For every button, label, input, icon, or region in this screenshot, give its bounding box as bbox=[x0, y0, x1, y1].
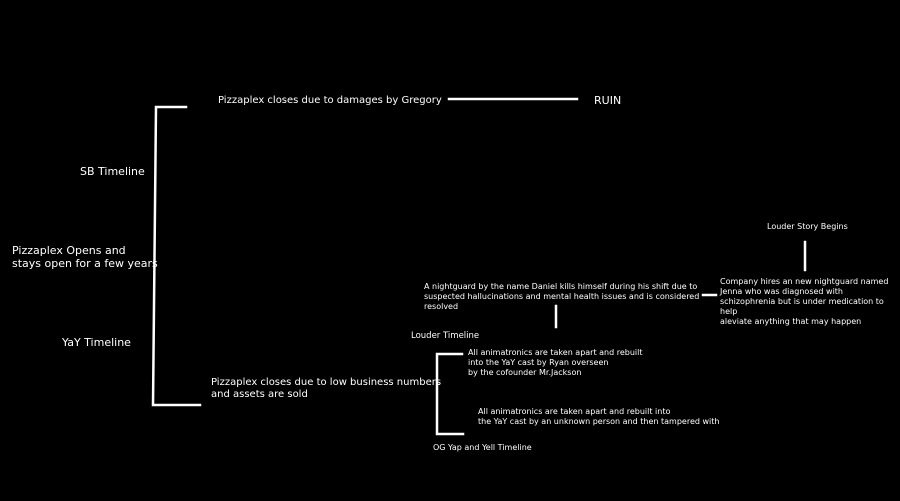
unknown-rebuild-node: All animatronics are taken apart and rebuilt into the YaY cast by an unknown person and then tampered with bbox=[478, 407, 720, 426]
origin-node: Pizzaplex Opens and stays open for a few years bbox=[12, 244, 158, 271]
ruin-node: RUIN bbox=[594, 94, 622, 107]
jenna-event-node: Company hires an new nightguard named Jenna who was diagnosed with schizophrenia but is under medication to help aleviate anything that may happen bbox=[720, 277, 889, 326]
sb-closure-node: Pizzaplex closes due to damages by Gregory bbox=[218, 95, 442, 106]
og-timeline-label: OG Yap and Yell Timeline bbox=[433, 443, 532, 452]
main-bracket bbox=[153, 107, 200, 405]
yay-timeline-label: YaY Timeline bbox=[62, 336, 131, 349]
louder-story-node: Louder Story Begins bbox=[767, 222, 848, 231]
yay-closure-node: Pizzaplex closes due to low business numbers and assets are sold bbox=[211, 377, 442, 400]
sb-timeline-label: SB Timeline bbox=[80, 165, 145, 178]
daniel-event-node: A nightguard by the name Daniel kills himself during his shift due to suspected hallucinations and mental health issues and is considered resolved bbox=[424, 282, 700, 311]
ryan-rebuild-node: All animatronics are taken apart and rebuilt into the YaY cast by Ryan overseen by the cofounder Mr.Jackson bbox=[468, 348, 643, 377]
louder-timeline-label: Louder Timeline bbox=[411, 331, 480, 341]
